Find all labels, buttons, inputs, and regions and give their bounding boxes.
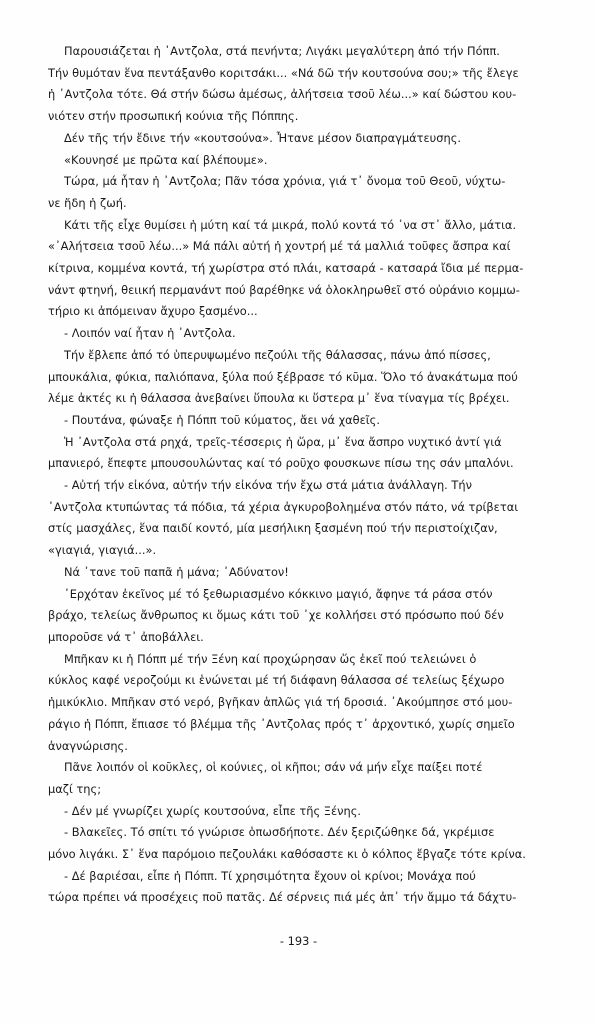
paragraph: Τήν ἔβλεπε ἀπό τό ὑπερυψωμένο πεζούλι τῆς θάλασσας, πάνω ἀπό πίσσες, μπουκάλια, φύκια, παλιόπανα, ξύλα πού ξέβρασε τό κῦμα. Ὅλο τό ἀνακάτωμα πού λέμε ἀκτές κι ἡ θάλασσα ἀνεβαίνει ὕπουλα κι ὕστερα μ᾽ ἕνα τίναγμα τίς βρέχει.	[48, 347, 518, 406]
paragraph: Παρουσιάζεται ἡ ᾽Αντζολα, στά πενήντα; Λιγάκι μεγαλύτερη ἀπό τήν Πόππ. Τήν θυμόταν ἕνα πεντάξανθο κοριτσάκι... «Νά δῶ τήν κουτσούνα σου;» τῆς ἔλεγε ἡ ᾽Αντζολα τότε. Θά στήν δώσω ἀμέσως, ἀλήτσεια τσοῦ λέω...» καί δώστου κου- νιότεν στήν προσωπική κούνια τῆς Πόππης.	[48, 44, 519, 124]
paragraph: Πᾶνε λοιπόν οἱ κοῦκλες, οἱ κούνιες, οἱ κῆποι; σάν νά μήν εἶχε παίξει ποτέ μαζί της;	[48, 760, 483, 796]
paragraph: ᾽Ερχόταν ἐκεῖνος μέ τό ξεθωριασμένο κόκκινο μαγιό, ἄφηνε τά ράσα στόν βράχο, τελείως ἄνθρωπος κι ὅμως κάτι τοῦ ᾽χε κολλήσει στό πρόσωπο πού δέν μποροῦσε νά τ᾽ ἀποβάλλει.	[48, 586, 504, 644]
paragraph: - Λοιπόν ναί ἦταν ἡ ᾽Αντζολα.	[64, 326, 236, 341]
paragraph: Τώρα, μά ἦταν ἡ ᾽Αντζολα; Πᾶν τόσα χρόνια, γιά τ᾽ ὄνομα τοῦ Θεοῦ, νύχτω- νε ἤδη ἡ ζωή.	[48, 174, 506, 210]
paragraph: - Βλακεῖες. Τό σπίτι τό γνώρισε ὁπωσδήποτε. Δέν ξεριζώθηκε δά, γκρέμισε μόνο λιγάκι. Σ᾽ ἕνα παρόμοιο πεζουλάκι καθόσαστε κι ὁ κόλπος ἔβγαζε τότε κρίνα.	[48, 825, 526, 862]
paragraph: Ἡ ᾽Αντζολα στά ρηχά, τρεῖς-τέσσερις ἡ ὥρα, μ᾽ ἕνα ἄσπρο νυχτικό ἀντί γιά μπανιερό, ἔπεφτε μπουσουλώντας καί τό ροῦχο φουσκωνε πίσω της σάν μπαλόνι.	[48, 434, 514, 471]
paragraph: Μπῆκαν κι ἡ Πόππ μέ τήν Ξένη καί προχώρησαν ὥς ἐκεῖ πού τελειώνει ὁ κύκλος καφέ νεροζούμι κι ἑνώνεται μέ τή διάφανη θάλασσα σέ τελείως ξέχωρο ἡμικύκλιο. Μπῆκαν στό νερό, βγῆκαν ἁπλῶς γιά τή δροσιά. ᾽Ακούμπησε στό μου- ράγιο ἡ Πόππ, ἔπιασε τό βλέμμα τῆς ᾽Αντζολας πρός τ᾽ ἀρχοντικό, χωρίς σημεῖο ἀναγνώρισης.	[48, 651, 515, 753]
paragraph: Νά ᾽τανε τοῦ παπᾶ ἡ μάνα; ᾽Αδύνατον!	[64, 564, 289, 579]
body-text	[48, 41, 551, 909]
paragraph: - Πουτάνα, φώναξε ἡ Πόππ τοῦ κύματος, ἄει νά χαθεῖς.	[64, 412, 380, 427]
page-number: - 193 -	[279, 934, 318, 948]
paragraph: - Δέ βαριέσαι, εἶπε ἡ Πόππ. Τί χρησιμότητα ἔχουν οἱ κρίνοι; Μονάχα πού τώρα πρέπει νά προσέχεις ποῦ πατᾶς. Δέ σέρνεις πιά μές ἀπ᾽ τήν ἄμμο τά δάχτυ-	[48, 868, 517, 905]
paragraph: - Αὐτή τήν εἰκόνα, αὐτήν τήν εἰκόνα τήν ἔχω στά μάτια ἀνάλλαγη. Τήν ᾽Αντζολα κτυπώντας τά πόδια, τά χέρια ἀγκυροβολημένα στόν πάτο, νά τρίβεται στίς μασχάλες, ἕνα παιδί κοντό, μία μεσήλικη ξασμένη πού τήν περιστοίχιζαν, «γιαγιά, γιαγιά...».	[48, 478, 519, 558]
paragraph: «Κουνησέ με πρῶτα καί βλέπουμε».	[64, 152, 268, 167]
paragraph: Δέν τῆς τήν ἔδινε τήν «κουτσούνα». Ἦτανε μέσον διαπραγμάτευσης.	[64, 130, 462, 145]
paragraph: - Δέν μέ γνωρίζει χωρίς κουτσούνα, εἶπε τῆς Ξένης.	[64, 803, 362, 818]
paragraph: Κάτι τῆς εἶχε θυμίσει ἡ μύτη καί τά μικρά, πολύ κοντά τό ᾽να στ᾽ ἄλλο, μάτια. «᾽Αλήτσεια τσοῦ λέω...» Μά πάλι αὐτή ἡ χοντρή μέ τά μαλλιά τοῦφες ἄσπρα καί κίτρινα, κομμένα κοντά, τή χωρίστρα στό πλάι, κατσαρά - κατσαρά ἴδια μέ περμα- νάντ φτηνή, θειική περμανάντ πού βαρέθηκε νά ὁλοκληρωθεῖ στό οὐράνιο κομμω- τήριο κι ἀπόμειναν ἄχυρο ξασμένο...	[48, 217, 524, 319]
